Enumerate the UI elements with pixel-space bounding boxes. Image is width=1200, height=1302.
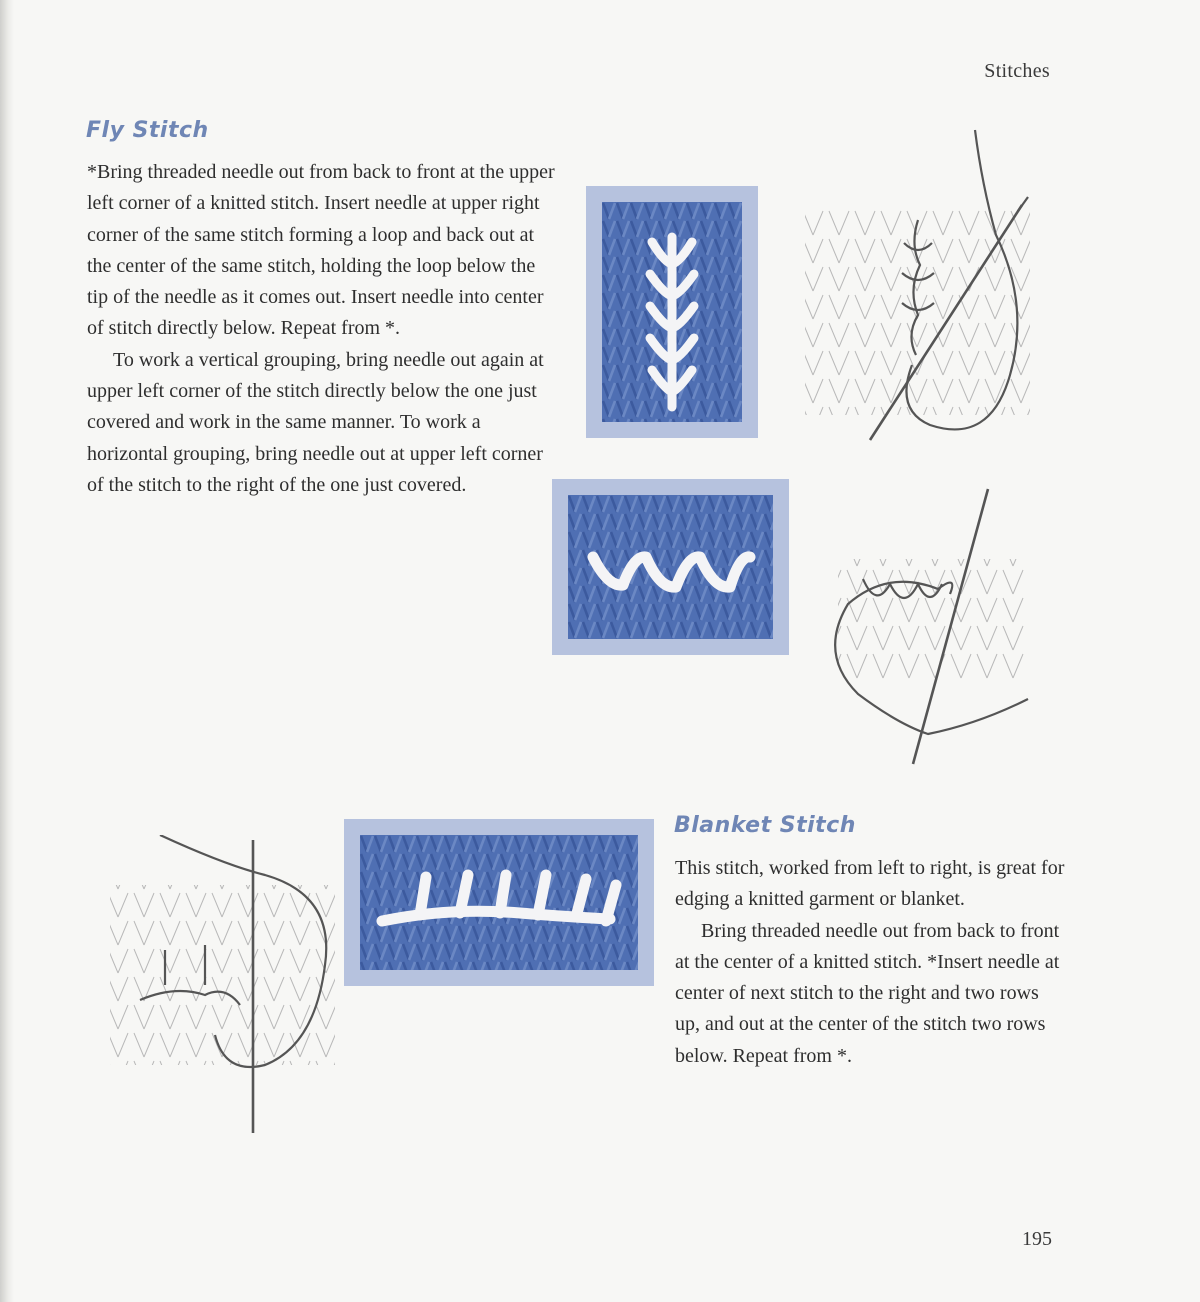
fly-stitch-vertical-photo xyxy=(586,186,758,438)
fly-stitch-horizontal-drawing xyxy=(818,484,1058,774)
fly-stitch-title: Fly Stitch xyxy=(86,118,209,143)
blanket-stitch-paragraph-1: This stitch, worked from left to right, is great for edging a knitted garment or blanket. xyxy=(675,857,1065,911)
blanket-stitch-photo xyxy=(344,819,654,986)
running-head: Stitches xyxy=(984,60,1050,82)
knit-swatch-blanket xyxy=(360,835,638,970)
blanket-stitch-paragraph-2: Bring threaded needle out from back to front at the center of a knitted stitch. *Insert needle at center of next stitch to the right and two rows up, and out at the center of the stitch two rows below. Repeat from *. xyxy=(675,919,1060,1067)
fly-stitch-instructions xyxy=(87,157,557,501)
blanket-stitch-drawing xyxy=(105,835,350,1135)
book-spine-shadow xyxy=(0,0,14,1302)
fly-stitch-paragraph-1: *Bring threaded needle out from back to front at the upper left corner of a knitted stitch. Insert needle at upper right corner of the same stitch forming a loop and back out at the center of the same stitch, holding the loop below the tip of the needle as it comes out. Insert needle into center of stitch directly below. Repeat from *. xyxy=(87,161,555,340)
fly-stitch-vertical-drawing xyxy=(800,125,1060,455)
fly-stitch-horizontal-photo xyxy=(552,479,789,655)
blanket-stitch-instructions xyxy=(675,853,1065,1072)
blanket-stitch-title: Blanket Stitch xyxy=(674,813,856,838)
knit-swatch-horizontal xyxy=(568,495,773,639)
knit-swatch-vertical xyxy=(602,202,742,422)
fly-stitch-paragraph-2: To work a vertical grouping, bring needle out again at upper left corner of the stitch directly below the one just covered and work in the same manner. To work a horizontal grouping, bring needle out at upper left corner of the stitch to the right of the one just covered. xyxy=(87,348,544,496)
page-number: 195 xyxy=(1022,1228,1052,1250)
